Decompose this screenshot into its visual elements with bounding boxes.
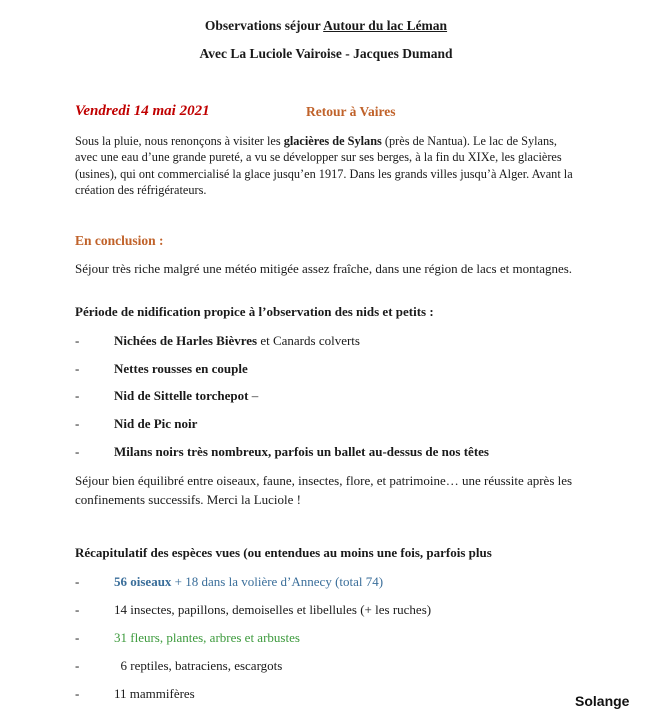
list-item: [75, 444, 489, 460]
conclusion-heading: En conclusion :: [75, 233, 164, 248]
conclusion-balance: Séjour bien équilibré entre oiseaux, faune, insectes, flore, et patrimoine… une réussite après les confinements successifs. Merci la Luciole !: [75, 473, 573, 507]
recap-item-text: 6 reptiles, batraciens, escargots: [114, 658, 283, 673]
recap-item: [75, 602, 431, 618]
list-item-text: et Canards colverts: [257, 333, 360, 348]
day-date: Vendredi 14 mai 2021: [75, 103, 210, 119]
recap-item: [75, 574, 383, 590]
list-dash: -: [75, 333, 80, 348]
document-subtitle: Avec La Luciole Vairoise - Jacques Dumand: [199, 46, 453, 61]
day-paragraph-bold: glacières de Sylans: [283, 134, 382, 148]
title-prefix: Observations séjour: [204, 18, 324, 33]
list-item-bold: Nid de Sittelle torchepot: [114, 388, 249, 403]
list-dash: -: [75, 686, 80, 701]
list-item: [75, 361, 248, 377]
recap-heading: Récapitulatif des espèces vues (ou entendues au moins une fois, parfois plus: [75, 545, 492, 560]
list-dash: -: [75, 361, 80, 376]
recap-item-text: 14 insectes, papillons, demoiselles et libellules (+ les ruches): [114, 602, 432, 617]
list-item: [75, 416, 197, 432]
list-item-bold: Nid de Pic noir: [114, 416, 198, 431]
list-dash: -: [75, 574, 80, 589]
day-paragraph: [75, 133, 575, 199]
recap-item-text: 31 fleurs, plantes, arbres et arbustes: [114, 630, 300, 645]
day-paragraph-part: (près de Nantua). Le lac de Sylans, avec une eau d’une grande pureté, a vu se développer sur ses berges, à la fin du XIXe, les glacières (usines), qui ont commercialisé la glace jusqu’en 1917. Dans les grands villes jusqu’à Alger. Avant la création des réfrigérateurs.: [75, 134, 573, 198]
recap-item: [75, 686, 195, 702]
list-item-bold: Nichées de Harles Bièvres: [114, 333, 258, 348]
title-underlined: Autour du lac Léman: [323, 18, 448, 33]
recap-item-bold: 56 oiseaux: [114, 574, 172, 589]
list-item-bold: Nettes rousses en couple: [114, 361, 248, 376]
list-dash: -: [75, 444, 80, 459]
recap-item-text: + 18 dans la volière d’Annecy (total 74): [171, 574, 384, 589]
recap-item-text: 11 mammifères: [114, 686, 195, 701]
list-dash: -: [75, 388, 80, 403]
conclusion-period: Période de nidification propice à l’observation des nids et petits :: [75, 304, 434, 319]
list-dash: -: [75, 630, 80, 645]
list-item-text: –: [248, 388, 259, 403]
document-title: [0, 18, 652, 34]
day-paragraph-part: Sous la pluie, nous renonçons à visiter les: [75, 134, 284, 148]
list-item: [75, 388, 258, 404]
list-dash: -: [75, 658, 80, 673]
day-heading: Retour à Vaires: [306, 104, 396, 119]
recap-item: [75, 658, 282, 674]
recap-item: [75, 630, 300, 646]
signature: Solange: [575, 693, 630, 709]
list-dash: -: [75, 602, 80, 617]
list-dash: -: [75, 416, 80, 431]
conclusion-intro: Séjour très riche malgré une météo mitigée assez fraîche, dans une région de lacs et montagnes.: [75, 261, 573, 276]
list-item-bold: Milans noirs très nombreux, parfois un ballet au-dessus de nos têtes: [114, 444, 489, 459]
list-item: [75, 333, 360, 349]
